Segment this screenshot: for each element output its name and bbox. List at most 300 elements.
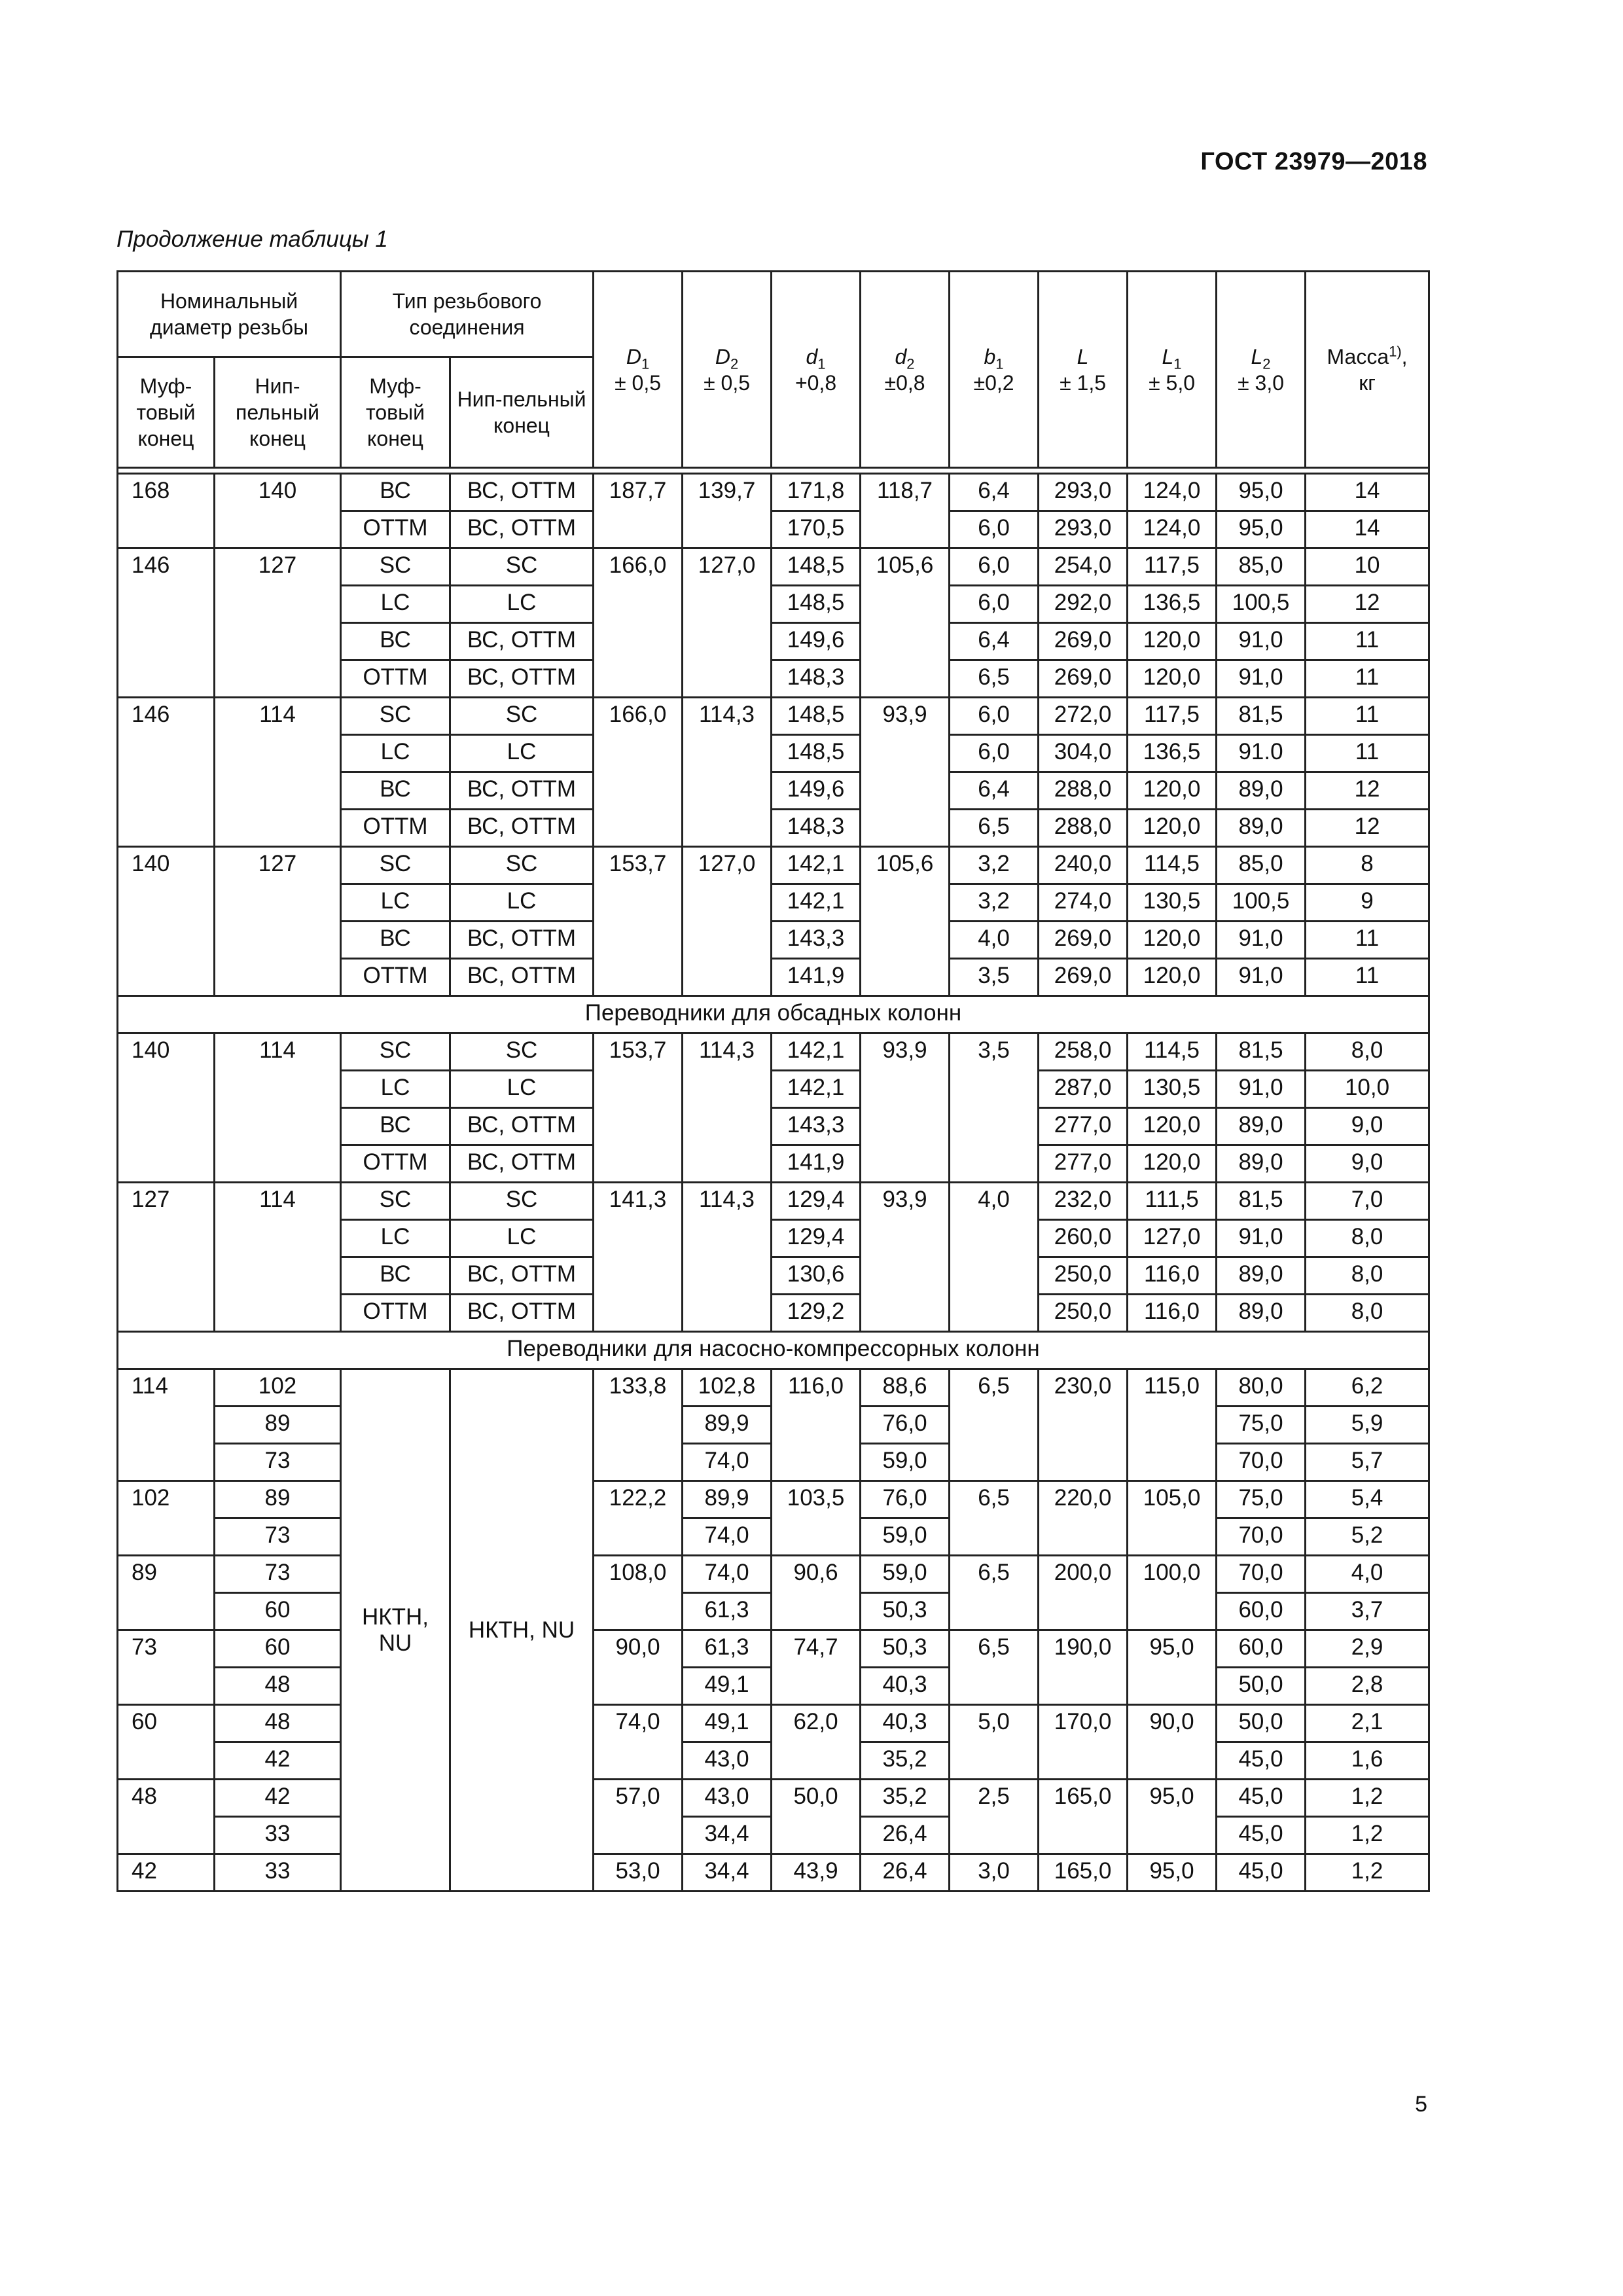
col-D2-header xyxy=(683,272,772,468)
table-cell: 187,7 xyxy=(594,474,683,548)
tolerance: +0,8 xyxy=(794,370,837,395)
table-body xyxy=(118,474,1429,1892)
table-cell: LC xyxy=(450,1220,594,1257)
table-cell: 90,0 xyxy=(594,1630,683,1705)
table-cell: 114,3 xyxy=(683,1183,772,1332)
table-cell: 114 xyxy=(215,1033,341,1183)
table-cell: Переводники для обсадных колонн xyxy=(118,996,1429,1033)
table-cell: 288,0 xyxy=(1039,810,1128,847)
tolerance: ± 5,0 xyxy=(1149,370,1195,395)
table-cell: 11 xyxy=(1306,660,1429,698)
table-row xyxy=(118,1332,1429,1369)
table-cell: SC xyxy=(450,1033,594,1071)
table-cell: 120,0 xyxy=(1128,660,1217,698)
thread-type-header: Тип резьбового соединения xyxy=(341,272,594,357)
table-cell: 115,0 xyxy=(1128,1369,1217,1481)
table-cell: 114,3 xyxy=(683,1033,772,1183)
table-cell: 73 xyxy=(118,1630,215,1705)
table-cell: 76,0 xyxy=(861,1481,950,1518)
table-cell: ОТТМ xyxy=(341,1145,450,1183)
table-cell: 81,5 xyxy=(1217,1183,1306,1220)
table-cell: 130,6 xyxy=(772,1257,861,1295)
table-cell: ВС xyxy=(341,922,450,959)
table-cell: 9 xyxy=(1306,884,1429,922)
table-cell: 8,0 xyxy=(1306,1033,1429,1071)
table-cell: 12 xyxy=(1306,586,1429,623)
table-cell: ВС, ОТТМ xyxy=(450,772,594,810)
table-cell: 142,1 xyxy=(772,1071,861,1108)
col-d2-header xyxy=(861,272,950,468)
table-cell: 274,0 xyxy=(1039,884,1128,922)
table-cell: 11 xyxy=(1306,698,1429,735)
table-cell: 129,2 xyxy=(772,1295,861,1332)
table-cell: ВС, ОТТМ xyxy=(450,959,594,996)
table-cell: ВС, ОТТМ xyxy=(450,474,594,511)
table-cell: 127,0 xyxy=(683,548,772,698)
table-cell: SC xyxy=(450,1183,594,1220)
table-cell: 33 xyxy=(215,1817,341,1854)
table-cell: 42 xyxy=(215,1780,341,1817)
table-cell: 3,0 xyxy=(950,1854,1039,1892)
table-cell: 62,0 xyxy=(772,1705,861,1780)
footnote-mark: 1) xyxy=(1389,342,1402,359)
table-cell: 70,0 xyxy=(1217,1556,1306,1593)
symbol: L xyxy=(1251,344,1263,368)
table-cell: 1,2 xyxy=(1306,1817,1429,1854)
table-cell: 1,6 xyxy=(1306,1742,1429,1780)
subscript: 1 xyxy=(995,355,1004,372)
table-cell: 74,0 xyxy=(683,1556,772,1593)
table-cell: 85,0 xyxy=(1217,847,1306,884)
table-cell: 9,0 xyxy=(1306,1108,1429,1145)
table-cell: 48 xyxy=(215,1705,341,1742)
table-cell: 61,3 xyxy=(683,1593,772,1630)
table-header xyxy=(118,272,1429,474)
table-cell: 170,0 xyxy=(1039,1705,1128,1780)
table-cell: 7,0 xyxy=(1306,1183,1429,1220)
thread-coupling-end-header: Муф-товый конец xyxy=(341,357,450,468)
table-cell: 148,5 xyxy=(772,735,861,772)
symbol: L xyxy=(1162,344,1174,368)
table-cell: ВС, ОТТМ xyxy=(450,1295,594,1332)
table-cell: 75,0 xyxy=(1217,1407,1306,1444)
table-cell: LC xyxy=(341,735,450,772)
table-cell: 114,3 xyxy=(683,698,772,847)
table-cell: 124,0 xyxy=(1128,474,1217,511)
table-cell: 1,2 xyxy=(1306,1854,1429,1892)
table-cell: 85,0 xyxy=(1217,548,1306,586)
table-cell: ВС, ОТТМ xyxy=(450,922,594,959)
table-cell: 269,0 xyxy=(1039,660,1128,698)
table-cell: 91,0 xyxy=(1217,1220,1306,1257)
tolerance: ± 1,5 xyxy=(1060,370,1106,395)
table-cell: 81,5 xyxy=(1217,1033,1306,1071)
table-cell: 60,0 xyxy=(1217,1630,1306,1668)
table-cell: 2,1 xyxy=(1306,1705,1429,1742)
table-cell: 93,9 xyxy=(861,1183,950,1332)
subscript: 2 xyxy=(1262,355,1271,372)
table-cell: 42 xyxy=(118,1854,215,1892)
table-cell: 129,4 xyxy=(772,1183,861,1220)
table-cell: 136,5 xyxy=(1128,735,1217,772)
table-cell: SC xyxy=(341,847,450,884)
table-cell: 6,5 xyxy=(950,1481,1039,1556)
tolerance: ±0,8 xyxy=(884,370,925,395)
table-cell: 143,3 xyxy=(772,1108,861,1145)
table-cell: 89,9 xyxy=(683,1407,772,1444)
table-cell: 33 xyxy=(215,1854,341,1892)
standard-header: ГОСТ 23979—2018 xyxy=(1200,148,1427,175)
table-cell: 260,0 xyxy=(1039,1220,1128,1257)
table-cell: 60 xyxy=(215,1630,341,1668)
table-cell: 8 xyxy=(1306,847,1429,884)
table-cell: 165,0 xyxy=(1039,1854,1128,1892)
table-cell: 100,5 xyxy=(1217,586,1306,623)
table-cell: 269,0 xyxy=(1039,623,1128,660)
table-cell: SC xyxy=(341,1033,450,1071)
table-cell: 12 xyxy=(1306,810,1429,847)
table-cell: 116,0 xyxy=(1128,1295,1217,1332)
table-cell: ВС xyxy=(341,772,450,810)
table-cell: LC xyxy=(450,1071,594,1108)
table-cell: 148,3 xyxy=(772,810,861,847)
tolerance: ± 0,5 xyxy=(615,370,661,395)
table-row xyxy=(118,1481,1429,1518)
table-cell: 74,0 xyxy=(683,1444,772,1481)
table-cell: 108,0 xyxy=(594,1556,683,1630)
table-cell: 114 xyxy=(215,1183,341,1332)
table-cell: 70,0 xyxy=(1217,1444,1306,1481)
mass-unit: кг xyxy=(1359,370,1376,395)
table-cell: 114,5 xyxy=(1128,847,1217,884)
table-cell: 120,0 xyxy=(1128,1108,1217,1145)
table-cell: 6,5 xyxy=(950,1556,1039,1630)
table-cell: 74,0 xyxy=(594,1705,683,1780)
table-cell: 143,3 xyxy=(772,922,861,959)
header-divider xyxy=(118,468,1429,474)
symbol: d xyxy=(895,344,907,368)
table-cell: 120,0 xyxy=(1128,1145,1217,1183)
table-cell: 2,9 xyxy=(1306,1630,1429,1668)
table-cell: 70,0 xyxy=(1217,1518,1306,1556)
col-b1-header xyxy=(950,272,1039,468)
table-cell: 133,8 xyxy=(594,1369,683,1481)
table-cell: 10 xyxy=(1306,548,1429,586)
nominal-diameter-header: Номинальный диаметр резьбы xyxy=(118,272,341,357)
table-cell: 127 xyxy=(118,1183,215,1332)
table-cell: 114,5 xyxy=(1128,1033,1217,1071)
dimensions-table xyxy=(116,270,1430,1892)
table-cell: ВС, ОТТМ xyxy=(450,660,594,698)
table-cell: 293,0 xyxy=(1039,474,1128,511)
table-cell: 4,0 xyxy=(950,922,1039,959)
table-cell: 48 xyxy=(215,1668,341,1705)
table-cell: 43,0 xyxy=(683,1780,772,1817)
table-cell: 6,0 xyxy=(950,511,1039,548)
table-cell: 10,0 xyxy=(1306,1071,1429,1108)
table-cell: 6,4 xyxy=(950,474,1039,511)
table-cell: 250,0 xyxy=(1039,1257,1128,1295)
table-cell: 89,0 xyxy=(1217,1295,1306,1332)
table-cell: ОТТМ xyxy=(341,810,450,847)
table-cell: LC xyxy=(450,884,594,922)
table-row xyxy=(118,548,1429,586)
table-cell: 3,5 xyxy=(950,1033,1039,1183)
table-cell: 14 xyxy=(1306,511,1429,548)
table-cell: 165,0 xyxy=(1039,1780,1128,1854)
table-cell: 8,0 xyxy=(1306,1220,1429,1257)
table-cell: 45,0 xyxy=(1217,1817,1306,1854)
table-cell: 117,5 xyxy=(1128,698,1217,735)
table-cell: 89,0 xyxy=(1217,810,1306,847)
col-d1-header xyxy=(772,272,861,468)
table-cell: 45,0 xyxy=(1217,1854,1306,1892)
table-cell: 89,0 xyxy=(1217,772,1306,810)
table-cell: 6,5 xyxy=(950,1369,1039,1481)
table-cell: 141,3 xyxy=(594,1183,683,1332)
table-cell: 91,0 xyxy=(1217,959,1306,996)
table-cell: 116,0 xyxy=(1128,1257,1217,1295)
table-cell: 120,0 xyxy=(1128,959,1217,996)
table-cell: ОТТМ xyxy=(341,660,450,698)
table-cell: ВС xyxy=(341,623,450,660)
table-cell: 142,1 xyxy=(772,1033,861,1071)
table-cell: 124,0 xyxy=(1128,511,1217,548)
table-cell: 6,0 xyxy=(950,735,1039,772)
table-cell: 130,5 xyxy=(1128,884,1217,922)
table-cell: 6,5 xyxy=(950,810,1039,847)
table-cell: 49,1 xyxy=(683,1668,772,1705)
table-cell: 220,0 xyxy=(1039,1481,1128,1556)
table-cell: 114 xyxy=(118,1369,215,1481)
table-cell: 166,0 xyxy=(594,548,683,698)
table-row xyxy=(118,698,1429,735)
table-cell: 127,0 xyxy=(1128,1220,1217,1257)
col-D1-header xyxy=(594,272,683,468)
table-cell: 146 xyxy=(118,548,215,698)
table-cell: 127,0 xyxy=(683,847,772,996)
table-cell: SC xyxy=(341,1183,450,1220)
table-cell: 120,0 xyxy=(1128,810,1217,847)
table-cell: ОТТМ xyxy=(341,511,450,548)
table-row xyxy=(118,847,1429,884)
table-cell: 42 xyxy=(215,1742,341,1780)
table-cell: 8,0 xyxy=(1306,1257,1429,1295)
table-cell: 166,0 xyxy=(594,698,683,847)
table-cell: 111,5 xyxy=(1128,1183,1217,1220)
table-cell: LC xyxy=(341,1071,450,1108)
subscript: 1 xyxy=(1173,355,1182,372)
table-cell: LC xyxy=(341,884,450,922)
table-cell: 95,0 xyxy=(1128,1780,1217,1854)
table-cell: 120,0 xyxy=(1128,772,1217,810)
table-cell: 50,0 xyxy=(1217,1705,1306,1742)
subscript: 1 xyxy=(817,355,826,372)
table-cell: 168 xyxy=(118,474,215,548)
table-cell: 95,0 xyxy=(1217,474,1306,511)
table-cell: 6,0 xyxy=(950,548,1039,586)
table-cell: 171,8 xyxy=(772,474,861,511)
table-row xyxy=(118,1556,1429,1593)
table-cell: 258,0 xyxy=(1039,1033,1128,1071)
table-cell: 240,0 xyxy=(1039,847,1128,884)
symbol: L xyxy=(1077,344,1089,368)
tolerance: ±0,2 xyxy=(973,370,1014,395)
table-cell: LC xyxy=(341,586,450,623)
table-cell: 89 xyxy=(215,1407,341,1444)
table-cell: 146 xyxy=(118,698,215,847)
table-cell: 230,0 xyxy=(1039,1369,1128,1481)
table-cell: SC xyxy=(450,847,594,884)
table-cell: 140 xyxy=(118,1033,215,1183)
table-cell: 89,0 xyxy=(1217,1145,1306,1183)
table-cell: 269,0 xyxy=(1039,922,1128,959)
table-cell: 6,5 xyxy=(950,1630,1039,1705)
table-cell: 95,0 xyxy=(1217,511,1306,548)
table-cell: 40,3 xyxy=(861,1668,950,1705)
subscript: 2 xyxy=(906,355,915,372)
table-cell: 148,5 xyxy=(772,548,861,586)
table-cell: 130,5 xyxy=(1128,1071,1217,1108)
table-cell: 120,0 xyxy=(1128,623,1217,660)
table-cell: 59,0 xyxy=(861,1444,950,1481)
table-cell: 105,6 xyxy=(861,847,950,996)
table-cell: ВС, ОТТМ xyxy=(450,511,594,548)
table-cell: 93,9 xyxy=(861,1033,950,1183)
table-cell: 3,5 xyxy=(950,959,1039,996)
table-cell: 103,5 xyxy=(772,1481,861,1556)
table-cell: 2,8 xyxy=(1306,1668,1429,1705)
table-cell: 9,0 xyxy=(1306,1145,1429,1183)
table-cell: 272,0 xyxy=(1039,698,1128,735)
table-cell: ВС, ОТТМ xyxy=(450,1145,594,1183)
table-cell: 100,0 xyxy=(1128,1556,1217,1630)
table-cell: 40,3 xyxy=(861,1705,950,1742)
table-cell: 48 xyxy=(118,1780,215,1854)
table-cell: 8,0 xyxy=(1306,1295,1429,1332)
table-cell: 102 xyxy=(118,1481,215,1556)
table-cell: ВС xyxy=(341,474,450,511)
table-cell: 102,8 xyxy=(683,1369,772,1407)
symbol: d xyxy=(806,344,818,368)
table-cell: 140 xyxy=(118,847,215,996)
table-row xyxy=(118,1369,1429,1407)
table-cell: 11 xyxy=(1306,623,1429,660)
table-cell: 6,0 xyxy=(950,586,1039,623)
table-cell: 95,0 xyxy=(1128,1854,1217,1892)
subscript: 1 xyxy=(641,355,650,372)
col-L1-header xyxy=(1128,272,1217,468)
table-cell: 73 xyxy=(215,1518,341,1556)
table-cell: 59,0 xyxy=(861,1518,950,1556)
table-cell: SC xyxy=(341,698,450,735)
table-cell: 35,2 xyxy=(861,1780,950,1817)
table-cell: 88,6 xyxy=(861,1369,950,1407)
col-L2-header xyxy=(1217,272,1306,468)
table-row xyxy=(118,1630,1429,1668)
table-cell: 11 xyxy=(1306,959,1429,996)
table-cell: 127 xyxy=(215,847,341,996)
table-row xyxy=(118,996,1429,1033)
table-cell: ОТТМ xyxy=(341,1295,450,1332)
mass-label: Масса xyxy=(1327,344,1389,368)
table-cell: 127 xyxy=(215,548,341,698)
table-cell: 254,0 xyxy=(1039,548,1128,586)
table-cell: 287,0 xyxy=(1039,1071,1128,1108)
table-cell: 74,7 xyxy=(772,1630,861,1705)
table-cell: 200,0 xyxy=(1039,1556,1128,1630)
table-cell: 3,2 xyxy=(950,884,1039,922)
table-cell: 142,1 xyxy=(772,884,861,922)
table-cell: 122,2 xyxy=(594,1481,683,1556)
table-cell: 277,0 xyxy=(1039,1145,1128,1183)
table-cell: 116,0 xyxy=(772,1369,861,1481)
table-cell: LC xyxy=(450,586,594,623)
table-caption: Продолжение таблицы 1 xyxy=(116,226,388,252)
table-cell: 89 xyxy=(118,1556,215,1630)
table-cell: 91,0 xyxy=(1217,922,1306,959)
table-cell: 43,0 xyxy=(683,1742,772,1780)
table-cell: 81,5 xyxy=(1217,698,1306,735)
table-cell: 49,1 xyxy=(683,1705,772,1742)
table-cell: 148,5 xyxy=(772,698,861,735)
table-cell: 4,0 xyxy=(950,1183,1039,1332)
col-mass-header xyxy=(1306,272,1429,468)
table-cell: 6,4 xyxy=(950,772,1039,810)
table-cell: 53,0 xyxy=(594,1854,683,1892)
table-cell: 136,5 xyxy=(1128,586,1217,623)
table-cell: SC xyxy=(450,548,594,586)
table-cell: 141,9 xyxy=(772,1145,861,1183)
table-cell: 2,5 xyxy=(950,1780,1039,1854)
table-cell: 149,6 xyxy=(772,623,861,660)
table-cell: 80,0 xyxy=(1217,1369,1306,1407)
table-cell: 5,9 xyxy=(1306,1407,1429,1444)
table-cell: 89,0 xyxy=(1217,1257,1306,1295)
table-cell: ВС xyxy=(341,1257,450,1295)
table-cell: 153,7 xyxy=(594,1033,683,1183)
table-cell: 57,0 xyxy=(594,1780,683,1854)
table-cell: 90,6 xyxy=(772,1556,861,1630)
table-cell: 149,6 xyxy=(772,772,861,810)
table-cell: 5,2 xyxy=(1306,1518,1429,1556)
table-cell: 45,0 xyxy=(1217,1742,1306,1780)
table-cell: 91,0 xyxy=(1217,660,1306,698)
table-cell: 277,0 xyxy=(1039,1108,1128,1145)
coupling-end-header: Муф-товый конец xyxy=(118,357,215,468)
table-cell: 50,0 xyxy=(772,1780,861,1854)
symbol: D xyxy=(626,344,641,368)
col-L-header xyxy=(1039,272,1128,468)
table-cell: 148,5 xyxy=(772,586,861,623)
table-cell: 139,7 xyxy=(683,474,772,548)
table-cell: ВС, ОТТМ xyxy=(450,623,594,660)
symbol: D xyxy=(715,344,730,368)
table-cell: 120,0 xyxy=(1128,922,1217,959)
table-cell: 90,0 xyxy=(1128,1705,1217,1780)
table-cell: 1,2 xyxy=(1306,1780,1429,1817)
table-cell: 142,1 xyxy=(772,847,861,884)
table-cell: 141,9 xyxy=(772,959,861,996)
table-cell: 269,0 xyxy=(1039,959,1128,996)
table-cell: SC xyxy=(450,698,594,735)
table-cell: 59,0 xyxy=(861,1556,950,1593)
table-cell: 89 xyxy=(215,1481,341,1518)
pin-end-header: Нип-пельный конец xyxy=(215,357,341,468)
table-cell: 73 xyxy=(215,1444,341,1481)
thread-pin-end-header: Нип-пельный конец xyxy=(450,357,594,468)
table-cell: 6,2 xyxy=(1306,1369,1429,1407)
